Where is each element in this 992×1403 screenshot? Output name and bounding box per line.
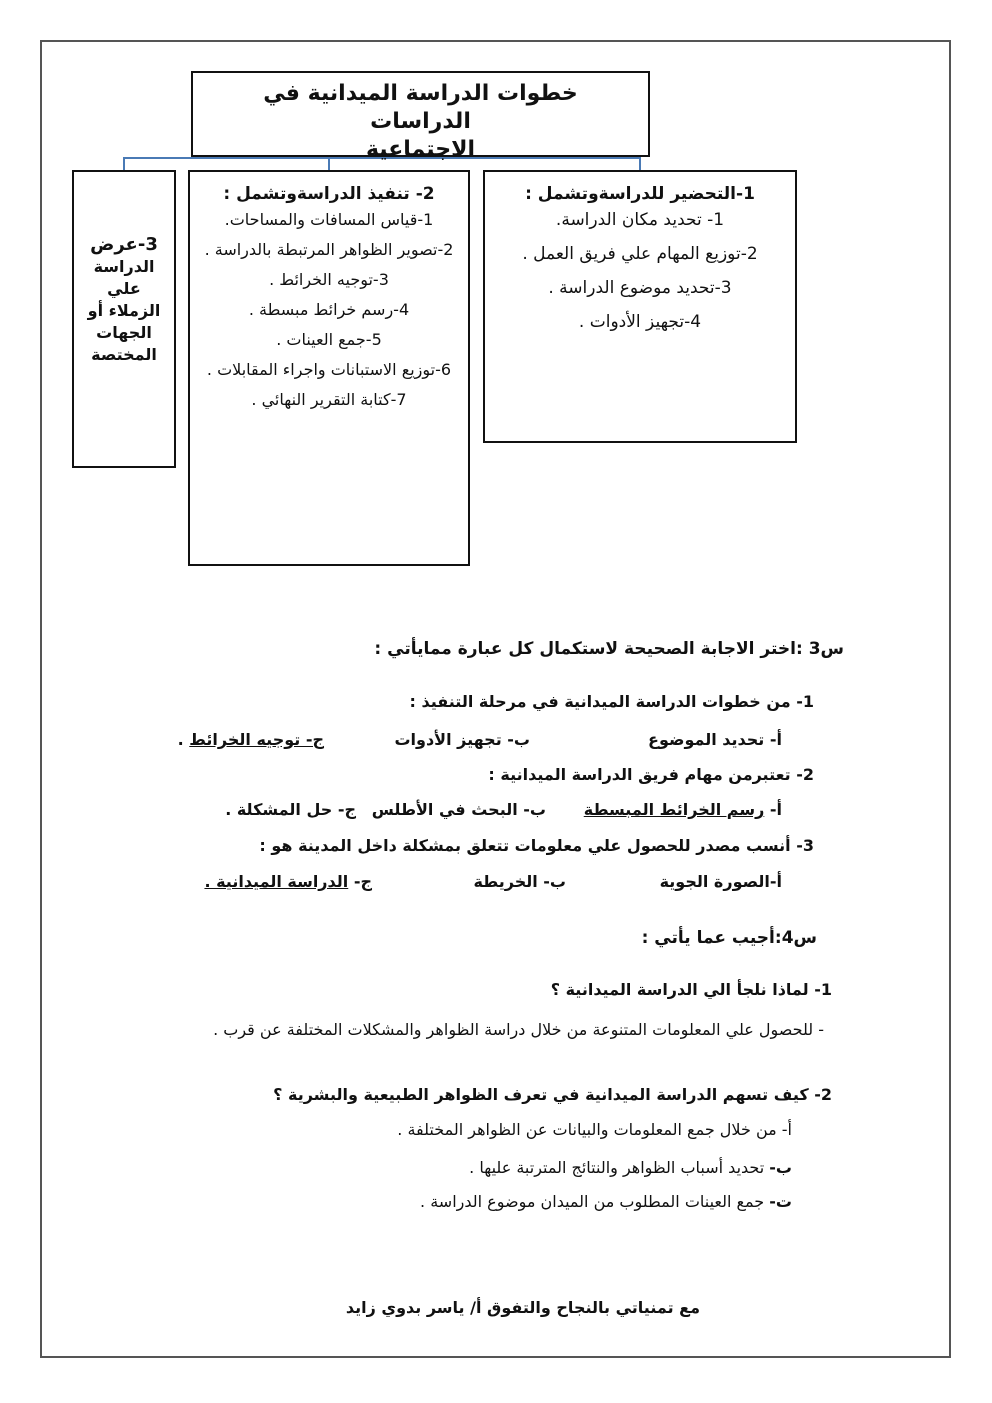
step-item: 3-تحديد موضوع الدراسة . — [548, 278, 732, 298]
mcq-option: ب- الخريطة — [473, 872, 566, 891]
footer-signature: مع تمنياتي بالنجاح والتفوق أ/ ياسر بدوي زايد — [345, 1298, 700, 1317]
period: . — [177, 730, 184, 749]
mcq-question: 3- أنسب مصدر للحصول علي معلومات تتعلق بمشكلة داخل المدينة هو : — [259, 836, 814, 855]
mcq-option-correct — [178, 730, 324, 749]
mcq-question: 2- تعتبرمن مهام فريق الدراسة الميدانية : — [488, 765, 814, 784]
step-item: 2-توزيع المهام علي فريق العمل . — [522, 244, 758, 264]
step-heading: 1-التحضير للدراسةوتشمل : — [525, 184, 755, 204]
step-item: 1- تحديد مكان الدراسة. — [555, 210, 725, 230]
step-item: 4-تجهيز الأدوات . — [578, 312, 702, 332]
mcq-option: ب- البحث في الأطلس — [371, 800, 546, 819]
diagram-connector — [123, 157, 125, 171]
answer-text: جمع العينات المطلوب من الميدان موضوع الدراسة . — [420, 1192, 770, 1211]
step-line: الزملاء أو — [87, 301, 161, 320]
step-item: 3-توجيه الخرائط . — [269, 270, 389, 289]
step-presentation-box — [72, 170, 176, 468]
question-4-title: س4:أجيب عما يأتي : — [641, 928, 817, 948]
mcq-option: ب- تجهيز الأدوات — [394, 730, 530, 749]
step-item: 7-كتابة التقرير النهائي . — [251, 390, 407, 409]
question-3-title: س3 :اختر الاجابة الصحيحة لاستكمال كل عبارة ممايأتي : — [374, 639, 844, 659]
step-item: 6-توزيع الاستبانات واجراء المقابلات . — [206, 360, 452, 379]
step-line: علي — [107, 279, 141, 298]
step-line: 3-عرض — [90, 234, 158, 255]
diagram-title — [191, 71, 650, 162]
answer: أ- من خلال جمع المعلومات والبيانات عن الظواهر المختلفة . — [397, 1120, 792, 1139]
step-item: 4-رسم خرائط مبسطة . — [248, 300, 410, 319]
title-line: الاجتماعية — [365, 137, 476, 162]
step-item: 5-جمع العينات . — [276, 330, 382, 349]
answer-text: تحديد أسباب الظواهر والنتائج المترتبة عليها . — [469, 1158, 770, 1177]
mcq-option-correct — [584, 800, 782, 819]
mcq-option: ج- حل المشكلة . — [225, 800, 356, 819]
diagram-connector — [639, 157, 641, 171]
step-line: الجهات — [96, 323, 152, 342]
question: 2- كيف تسهم الدراسة الميدانية في تعرف الظواهر الطبيعية والبشرية ؟ — [273, 1085, 832, 1104]
step-line: المختصة — [91, 345, 157, 364]
answer — [469, 1158, 792, 1177]
mcq-option: أ-الصورة الجوية — [659, 872, 782, 891]
mcq-option-correct — [204, 872, 372, 891]
answer-label: ب- — [769, 1158, 792, 1177]
step-line: الدراسة — [93, 257, 155, 276]
mcq-option: أ- تحديد الموضوع — [648, 730, 782, 749]
correct-answer: رسم الخرائط المبسطة — [583, 800, 765, 819]
step-item: 1-قياس المسافات والمساحات. — [224, 210, 434, 229]
step-preparation-box — [483, 170, 797, 443]
question: 1- لماذا نلجأ الي الدراسة الميدانية ؟ — [550, 980, 832, 999]
answer-label: ت- — [769, 1192, 792, 1211]
step-heading: 2- تنفيذ الدراسةوتشمل : — [223, 184, 435, 204]
title-line: خطوات الدراسة الميدانية في الدراسات — [263, 81, 578, 134]
option-label: ج- — [353, 872, 372, 891]
answer — [420, 1192, 792, 1211]
option-label: أ- — [769, 800, 782, 819]
step-item: 2-تصوير الظواهر المرتبطة بالدراسة . — [204, 240, 454, 259]
correct-answer: ج- توجيه الخرائط — [189, 730, 324, 749]
answer: - للحصول علي المعلومات المتنوعة من خلال دراسة الظواهر والمشكلات المختلفة عن قرب . — [213, 1020, 824, 1039]
correct-answer: الدراسة الميدانية . — [204, 872, 349, 891]
step-execution-box — [188, 170, 470, 566]
mcq-question: 1- من خطوات الدراسة الميدانية في مرحلة التنفيذ : — [409, 692, 814, 711]
